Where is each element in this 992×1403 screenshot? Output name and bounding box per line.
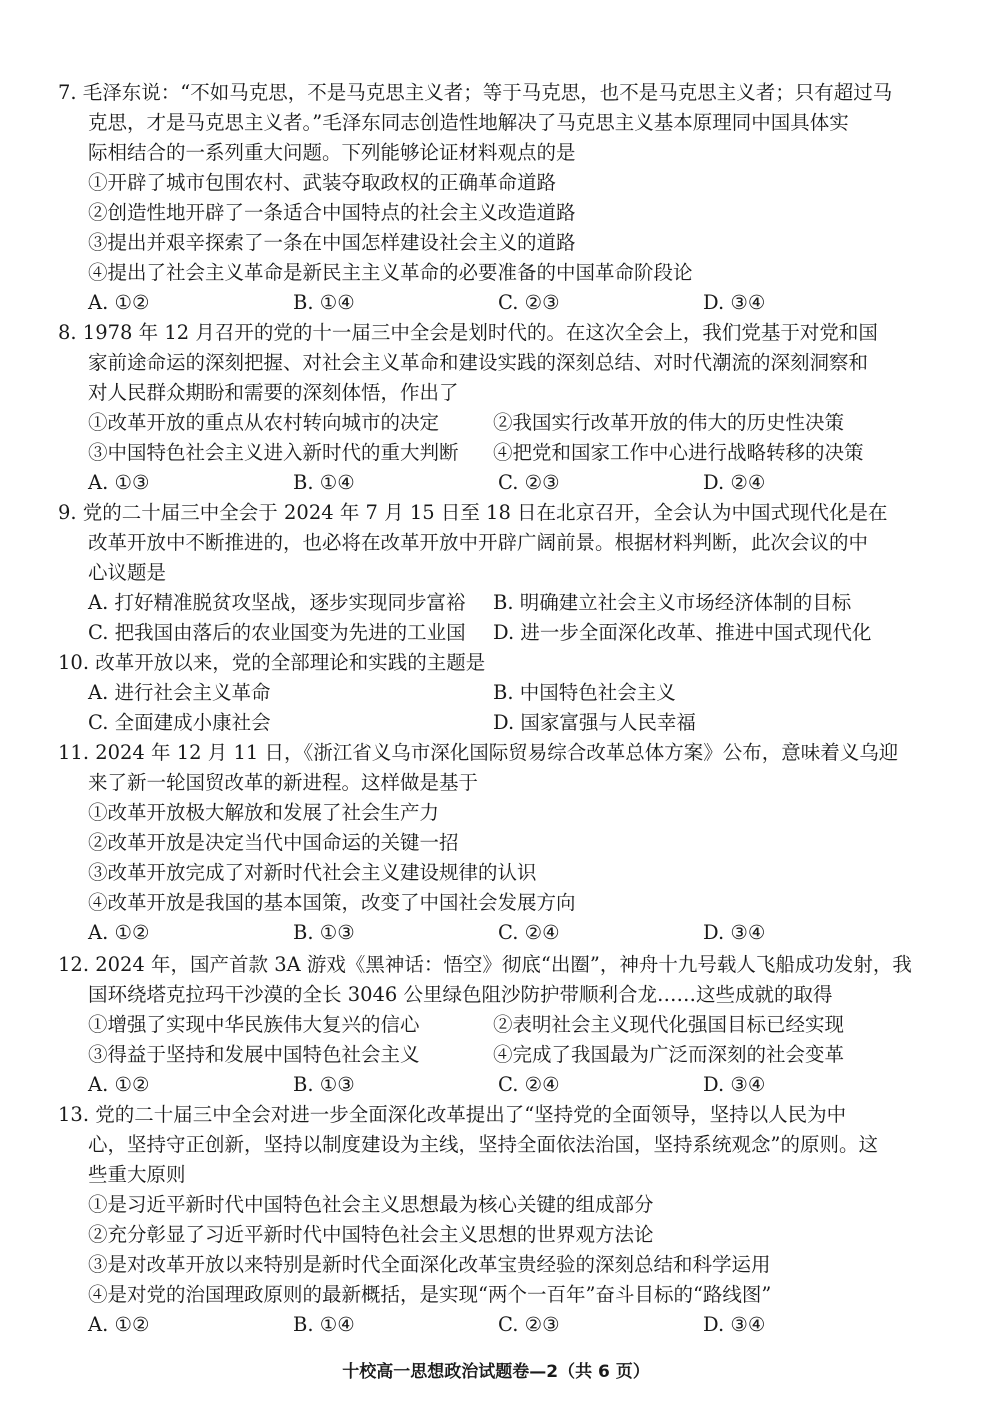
question-7 <box>58 78 928 318</box>
option-c: C. ②④ <box>498 1073 560 1096</box>
question-12 <box>58 950 928 1100</box>
question-stem-line: 心，坚持守正创新，坚持以制度建设为主线，坚持全面依法治国，坚持系统观念”的原则。这 <box>88 1133 878 1156</box>
answer-option-pair <box>58 678 928 708</box>
statement-item: ④是对党的治国理政原则的最新概括，是实现“两个一百年”奋斗目标的“路线图” <box>88 1283 772 1306</box>
question-stem-line: 际相结合的一系列重大问题。下列能够论证材料观点的是 <box>88 141 576 164</box>
option-b: B. ①③ <box>293 921 355 944</box>
statement-item: ④改革开放是我国的基本国策，改变了中国社会发展方向 <box>88 891 576 914</box>
question-13 <box>58 1100 928 1340</box>
option-b: B. ①④ <box>293 291 355 314</box>
option-c: C. 把我国由落后的农业国变为先进的工业国 <box>88 621 466 644</box>
answer-options <box>58 468 928 498</box>
question-stem-line: 来了新一轮国贸改革的新进程。这样做是基于 <box>88 771 479 794</box>
answer-option-pair <box>58 618 928 648</box>
statement-item: ③得益于坚持和发展中国特色社会主义 <box>88 1043 420 1066</box>
statement-item: ①改革开放极大解放和发展了社会生产力 <box>88 801 440 824</box>
statement-item: ②改革开放是决定当代中国命运的关键一招 <box>88 831 459 854</box>
statement-pair <box>58 1040 928 1070</box>
statement-item: ③提出并艰辛探索了一条在中国怎样建设社会主义的道路 <box>88 231 576 254</box>
answer-options <box>58 1070 928 1100</box>
answer-option-pair <box>58 588 928 618</box>
page-footer: 十校高一思想政治试题卷—2（共 6 页） <box>342 1362 650 1382</box>
statement-item: ④提出了社会主义革命是新民主主义革命的必要准备的中国革命阶段论 <box>88 261 693 284</box>
statement-item: ②充分彰显了习近平新时代中国特色社会主义思想的世界观方法论 <box>88 1223 654 1246</box>
option-b: B. 明确建立社会主义市场经济体制的目标 <box>493 591 852 614</box>
option-a: A. ①② <box>88 921 150 944</box>
statement-item: ①是习近平新时代中国特色社会主义思想最为核心关键的组成部分 <box>88 1193 654 1216</box>
option-c: C. ②③ <box>498 1313 560 1336</box>
statement-item: ④完成了我国最为广泛而深刻的社会变革 <box>493 1043 845 1066</box>
question-stem-line: 7. 毛泽东说：“不如马克思，不是马克思主义者；等于马克思，也不是马克思主义者；只有超过马 <box>58 81 893 104</box>
option-c: C. 全面建成小康社会 <box>88 711 271 734</box>
option-c: C. ②③ <box>498 291 560 314</box>
answer-options <box>58 1310 928 1340</box>
option-c: C. ②③ <box>498 471 560 494</box>
question-stem-line: 10. 改革开放以来，党的全部理论和实践的主题是 <box>58 651 486 674</box>
option-a: A. ①② <box>88 1073 150 1096</box>
question-stem-line: 11. 2024 年 12 月 11 日，《浙江省义乌市深化国际贸易综合改革总体方案》公布，意味着义乌迎 <box>58 741 899 764</box>
statement-pair <box>58 1010 928 1040</box>
option-a: A. 打好精准脱贫攻坚战，逐步实现同步富裕 <box>88 591 466 614</box>
option-d: D. ③④ <box>703 291 766 314</box>
option-a: A. 进行社会主义革命 <box>88 681 271 704</box>
statement-item: ④把党和国家工作中心进行战略转移的决策 <box>493 441 864 464</box>
question-9 <box>58 498 928 648</box>
question-stem-line: 12. 2024 年，国产首款 3A 游戏《黑神话：悟空》彻底“出圈”，神舟十九号载人飞船成功发射，我 <box>58 953 912 976</box>
answer-options <box>58 288 928 318</box>
question-stem-line: 对人民群众期盼和需要的深刻体悟，作出了 <box>88 381 459 404</box>
question-stem-line: 国环绕塔克拉玛干沙漠的全长 3046 公里绿色阻沙防护带顺利合龙……这些成就的取得 <box>88 983 833 1006</box>
statement-pair <box>58 438 928 468</box>
option-b: B. ①③ <box>293 1073 355 1096</box>
option-a: A. ①② <box>88 1313 150 1336</box>
question-stem-line: 13. 党的二十届三中全会对进一步全面深化改革提出了“坚持党的全面领导，坚持以人民为中 <box>58 1103 847 1126</box>
option-d: D. ③④ <box>703 921 766 944</box>
answer-option-pair <box>58 708 928 738</box>
statement-item: ②创造性地开辟了一条适合中国特点的社会主义改造道路 <box>88 201 576 224</box>
question-stem-line: 些重大原则 <box>88 1163 186 1186</box>
question-stem-line: 克思，才是马克思主义者。”毛泽东同志创造性地解决了马克思主义基本原理同中国具体实 <box>88 111 849 134</box>
option-d: D. 国家富强与人民幸福 <box>493 711 696 734</box>
statement-item: ③是对改革开放以来特别是新时代全面深化改革宝贵经验的深刻总结和科学运用 <box>88 1253 771 1276</box>
option-d: D. 进一步全面深化改革、推进中国式现代化 <box>493 621 872 644</box>
option-d: D. ②④ <box>703 471 766 494</box>
question-11 <box>58 738 928 948</box>
option-b: B. ①④ <box>293 1313 355 1336</box>
question-stem-line: 改革开放中不断推进的，也必将在改革开放中开辟广阔前景。根据材料判断，此次会议的中 <box>88 531 869 554</box>
option-d: D. ③④ <box>703 1073 766 1096</box>
statement-item: ②我国实行改革开放的伟大的历史性决策 <box>493 411 845 434</box>
answer-options <box>58 918 928 948</box>
question-8 <box>58 318 928 498</box>
question-stem-line: 8. 1978 年 12 月召开的党的十一届三中全会是划时代的。在这次全会上，我们党基于对党和国 <box>58 321 878 344</box>
option-d: D. ③④ <box>703 1313 766 1336</box>
option-b: B. ①④ <box>293 471 355 494</box>
statement-item: ③中国特色社会主义进入新时代的重大判断 <box>88 441 459 464</box>
statement-item: ①改革开放的重点从农村转向城市的决定 <box>88 411 440 434</box>
statement-item: ①开辟了城市包围农村、武装夺取政权的正确革命道路 <box>88 171 557 194</box>
statement-item: ①增强了实现中华民族伟大复兴的信心 <box>88 1013 420 1036</box>
statement-pair <box>58 408 928 438</box>
question-stem-line: 家前途命运的深刻把握、对社会主义革命和建设实践的深刻总结、对时代潮流的深刻洞察和 <box>88 351 869 374</box>
statement-item: ③改革开放完成了对新时代社会主义建设规律的认识 <box>88 861 537 884</box>
option-a: A. ①③ <box>88 471 150 494</box>
statement-item: ②表明社会主义现代化强国目标已经实现 <box>493 1013 845 1036</box>
option-a: A. ①② <box>88 291 150 314</box>
option-b: B. 中国特色社会主义 <box>493 681 676 704</box>
question-stem-line: 心议题是 <box>88 561 167 584</box>
question-10 <box>58 648 928 738</box>
question-stem-line: 9. 党的二十届三中全会于 2024 年 7 月 15 日至 18 日在北京召开，全会认为中国式现代化是在 <box>58 501 888 524</box>
option-c: C. ②④ <box>498 921 560 944</box>
